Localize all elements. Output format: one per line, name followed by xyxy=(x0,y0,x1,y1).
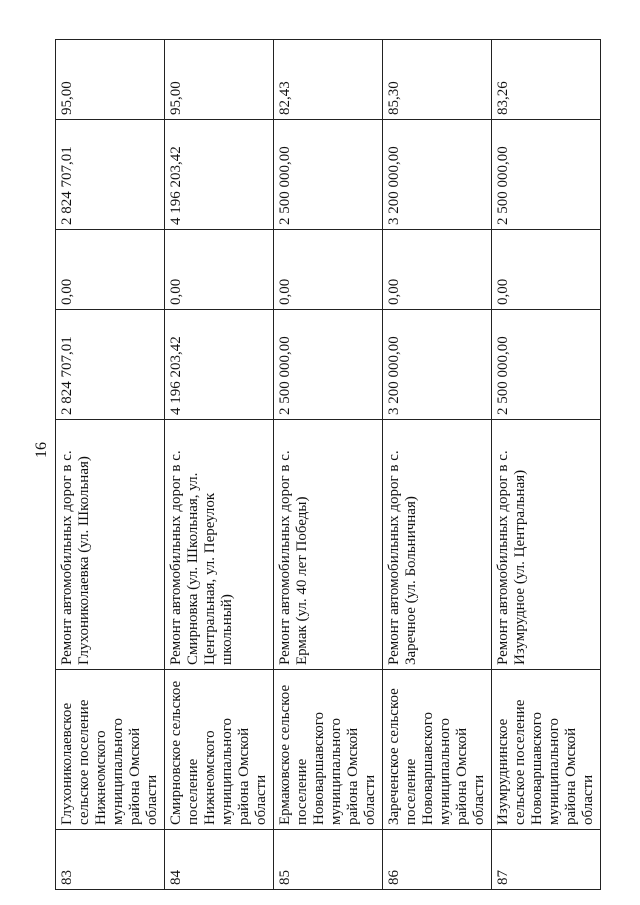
work-description: Ремонт автомобильных дорог в с. Изумрудное (ул. Центральная) xyxy=(492,420,601,670)
total-amount: 4 196 203,42 xyxy=(165,310,274,420)
settlement-name: Зареченское сельское поселение Нововаршавского муниципального района Омской области xyxy=(383,670,492,830)
zero-amount: 0,00 xyxy=(165,230,274,310)
settlement-name: Ермаковское сельское поселение Нововаршавского муниципального района Омской области xyxy=(274,670,383,830)
settlement-name: Смирновское сельское поселение Нижнеомского муниципального района Омской области xyxy=(165,670,274,830)
table-row xyxy=(274,40,383,890)
percent-value: 83,26 xyxy=(492,40,601,120)
row-number: 87 xyxy=(492,830,601,890)
work-description: Ремонт автомобильных дорог в с. Заречное (ул. Больничная) xyxy=(383,420,492,670)
zero-amount: 0,00 xyxy=(56,230,165,310)
table-row xyxy=(492,40,601,890)
subsidy-amount: 2 500 000,00 xyxy=(274,120,383,230)
subsidy-amount: 4 196 203,42 xyxy=(165,120,274,230)
zero-amount: 0,00 xyxy=(383,230,492,310)
table-row xyxy=(56,40,165,890)
row-number: 84 xyxy=(165,830,274,890)
funding-table xyxy=(55,39,601,890)
settlement-name: Глухониколаевское сельское поселение Нижнеомского муниципального района Омской области xyxy=(56,670,165,830)
zero-amount: 0,00 xyxy=(492,230,601,310)
page-number: 16 xyxy=(33,442,50,458)
total-amount: 3 200 000,00 xyxy=(383,310,492,420)
total-amount: 2 500 000,00 xyxy=(492,310,601,420)
percent-value: 95,00 xyxy=(56,40,165,120)
total-amount: 2 500 000,00 xyxy=(274,310,383,420)
percent-value: 95,00 xyxy=(165,40,274,120)
percent-value: 82,43 xyxy=(274,40,383,120)
table-row xyxy=(165,40,274,890)
table-row xyxy=(383,40,492,890)
total-amount: 2 824 707,01 xyxy=(56,310,165,420)
work-description: Ремонт автомобильных дорог в с. Глухониколаевка (ул. Школьная) xyxy=(56,420,165,670)
subsidy-amount: 3 200 000,00 xyxy=(383,120,492,230)
work-description: Ремонт автомобильных дорог в с. Смирновка (ул. Школьная, ул. Центральная, ул. Переулок школьный) xyxy=(165,420,274,670)
rotated-table-container xyxy=(55,40,596,890)
subsidy-amount: 2 500 000,00 xyxy=(492,120,601,230)
zero-amount: 0,00 xyxy=(274,230,383,310)
settlement-name: Изумруднинское сельское поселение Нововаршавского муниципального района Омской области xyxy=(492,670,601,830)
work-description: Ремонт автомобильных дорог в с. Ермак (ул. 40 лет Победы) xyxy=(274,420,383,670)
row-number: 85 xyxy=(274,830,383,890)
subsidy-amount: 2 824 707,01 xyxy=(56,120,165,230)
percent-value: 85,30 xyxy=(383,40,492,120)
row-number: 86 xyxy=(383,830,492,890)
row-number: 83 xyxy=(56,830,165,890)
